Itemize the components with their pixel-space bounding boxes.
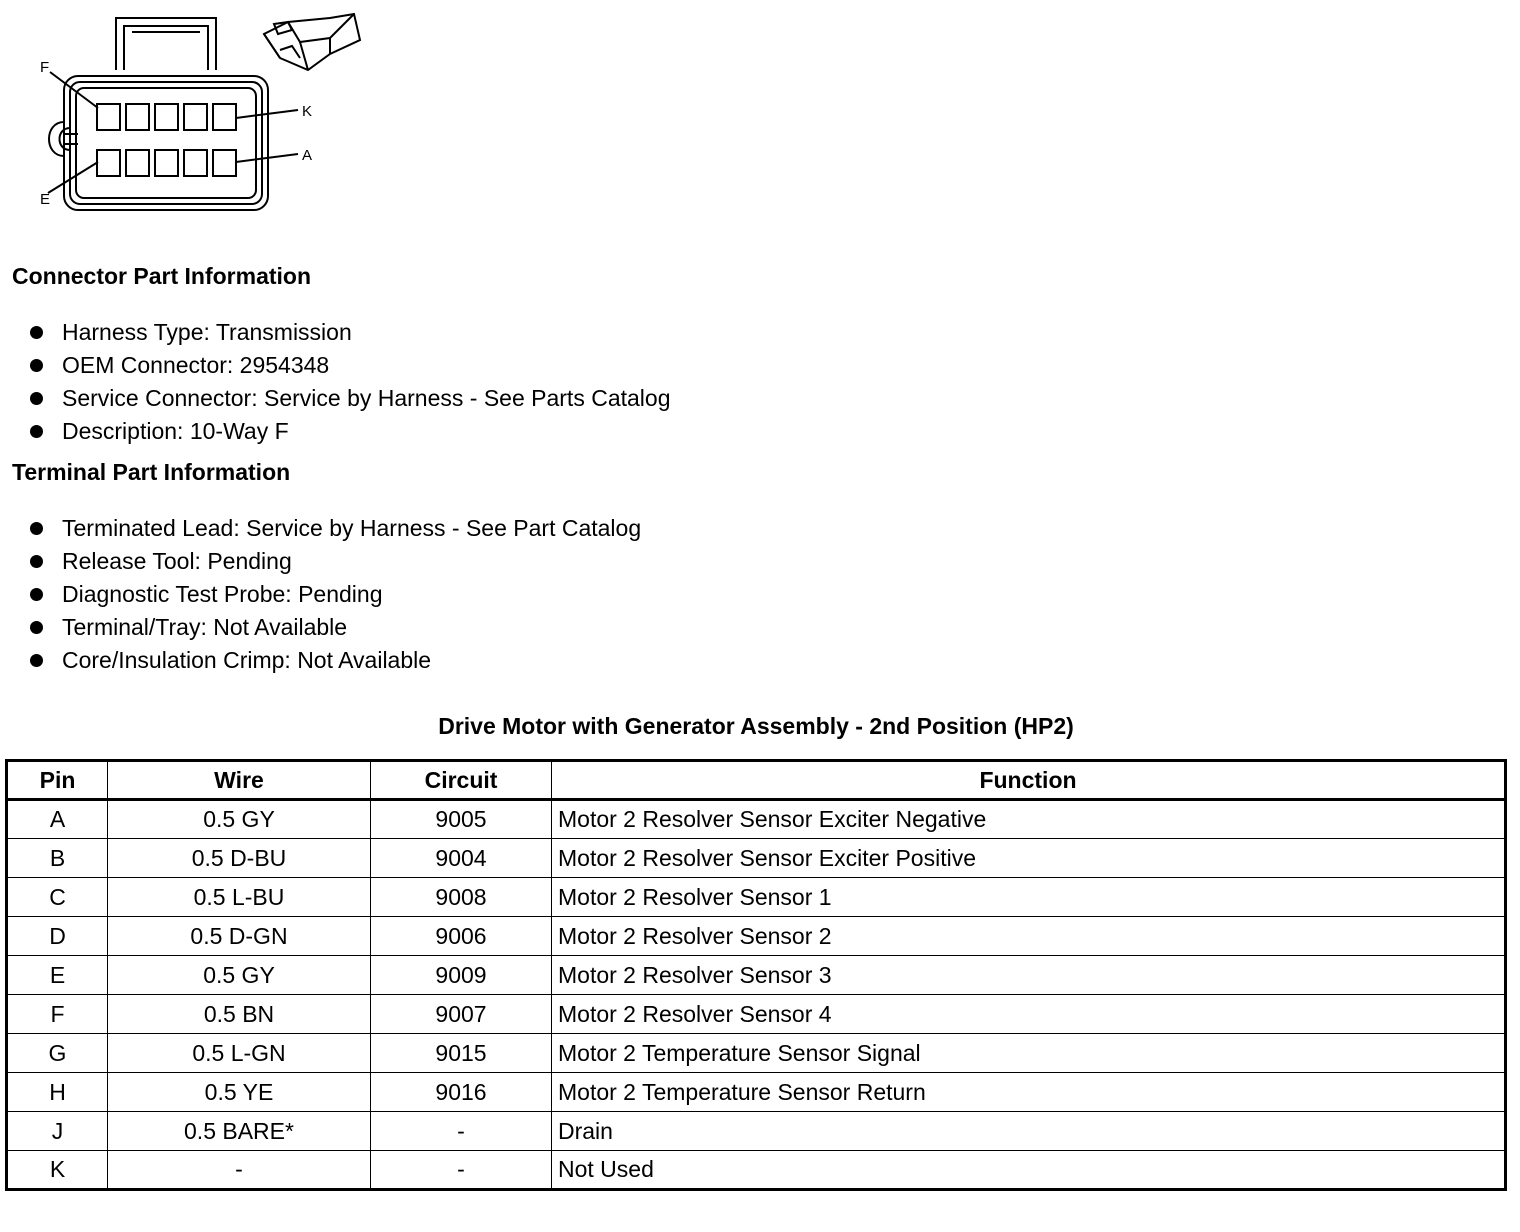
pin-cell: K	[7, 1151, 108, 1190]
column-header-function: Function	[552, 761, 1506, 800]
table-row	[7, 839, 1506, 878]
pin-label-f: F	[40, 59, 50, 76]
list-item-text: Harness Type: Transmission	[62, 319, 352, 345]
pin-cell: C	[7, 878, 108, 917]
bullet-icon	[30, 588, 43, 601]
list-item	[28, 578, 641, 611]
bullet-icon	[30, 359, 43, 372]
pin-cell: E	[7, 956, 108, 995]
circuit-cell: -	[371, 1112, 552, 1151]
function-cell: Motor 2 Resolver Sensor 1	[552, 878, 1506, 917]
list-item	[28, 545, 641, 578]
list-item	[28, 349, 671, 382]
circuit-cell: 9006	[371, 917, 552, 956]
terminal-info-heading: Terminal Part Information	[12, 459, 291, 485]
table-row	[7, 878, 1506, 917]
connector-info-heading: Connector Part Information	[12, 263, 312, 289]
table-row	[7, 1073, 1506, 1112]
list-item-text: Service Connector: Service by Harness - See Parts Catalog	[62, 385, 671, 411]
bullet-icon	[30, 621, 43, 634]
list-item	[28, 644, 641, 677]
pin-cell: G	[7, 1034, 108, 1073]
list-item-text: OEM Connector: 2954348	[62, 352, 330, 378]
wire-cell: 0.5 L-GN	[108, 1034, 371, 1073]
bullet-icon	[30, 654, 43, 667]
column-header-wire: Wire	[108, 761, 371, 800]
function-cell: Motor 2 Resolver Sensor Exciter Negative	[552, 800, 1506, 839]
list-item-text: Core/Insulation Crimp: Not Available	[62, 647, 432, 673]
connector-info-list	[28, 316, 671, 448]
circuit-cell: -	[371, 1151, 552, 1190]
wire-cell: 0.5 YE	[108, 1073, 371, 1112]
bullet-icon	[30, 326, 43, 339]
function-cell: Motor 2 Temperature Sensor Signal	[552, 1034, 1506, 1073]
list-item	[28, 382, 671, 415]
column-header-pin: Pin	[7, 761, 108, 800]
terminal-info-list	[28, 512, 641, 677]
circuit-cell: 9008	[371, 878, 552, 917]
list-item-text: Terminated Lead: Service by Harness - See Part Catalog	[62, 515, 642, 541]
table-row	[7, 956, 1506, 995]
wire-cell: 0.5 GY	[108, 800, 371, 839]
table-row	[7, 995, 1506, 1034]
bullet-icon	[30, 392, 43, 405]
bullet-icon	[30, 555, 43, 568]
list-item-text: Diagnostic Test Probe: Pending	[62, 581, 383, 607]
circuit-cell: 9007	[371, 995, 552, 1034]
wire-cell: 0.5 D-BU	[108, 839, 371, 878]
function-cell: Motor 2 Resolver Sensor Exciter Positive	[552, 839, 1506, 878]
function-cell: Motor 2 Resolver Sensor 2	[552, 917, 1506, 956]
wire-cell: -	[108, 1151, 371, 1190]
pin-cell: A	[7, 800, 108, 839]
bullet-icon	[30, 425, 43, 438]
list-item	[28, 415, 671, 448]
wire-cell: 0.5 D-GN	[108, 917, 371, 956]
list-item-text: Release Tool: Pending	[62, 548, 292, 574]
list-item	[28, 512, 641, 545]
pin-cell: H	[7, 1073, 108, 1112]
table-title: Drive Motor with Generator Assembly - 2nd Position (HP2)	[438, 713, 1074, 739]
table-row	[7, 1151, 1506, 1190]
table-row	[7, 917, 1506, 956]
list-item	[28, 316, 671, 349]
wire-cell: 0.5 L-BU	[108, 878, 371, 917]
pin-cell: J	[7, 1112, 108, 1151]
pin-cell: B	[7, 839, 108, 878]
wire-cell: 0.5 GY	[108, 956, 371, 995]
circuit-cell: 9016	[371, 1073, 552, 1112]
list-item-text: Description: 10-Way F	[62, 418, 289, 444]
bullet-icon	[30, 522, 43, 535]
function-cell: Motor 2 Temperature Sensor Return	[552, 1073, 1506, 1112]
table-row	[7, 1112, 1506, 1151]
pin-label-a: A	[302, 147, 313, 164]
circuit-cell: 9015	[371, 1034, 552, 1073]
function-cell: Not Used	[552, 1151, 1506, 1190]
wire-cell: 0.5 BN	[108, 995, 371, 1034]
circuit-cell: 9004	[371, 839, 552, 878]
column-header-circuit: Circuit	[371, 761, 552, 800]
pin-label-e: E	[40, 191, 51, 208]
function-cell: Drain	[552, 1112, 1506, 1151]
table-header-row	[7, 761, 1506, 800]
function-cell: Motor 2 Resolver Sensor 4	[552, 995, 1506, 1034]
list-item	[28, 611, 641, 644]
wire-cell: 0.5 BARE*	[108, 1112, 371, 1151]
pin-label-k: K	[302, 103, 313, 120]
table-row	[7, 800, 1506, 839]
table-row	[7, 1034, 1506, 1073]
circuit-cell: 9005	[371, 800, 552, 839]
function-cell: Motor 2 Resolver Sensor 3	[552, 956, 1506, 995]
connector-face-icon	[30, 10, 370, 215]
circuit-cell: 9009	[371, 956, 552, 995]
pin-cell: D	[7, 917, 108, 956]
pin-cell: F	[7, 995, 108, 1034]
pinout-table	[5, 759, 1507, 1191]
list-item-text: Terminal/Tray: Not Available	[62, 614, 348, 640]
